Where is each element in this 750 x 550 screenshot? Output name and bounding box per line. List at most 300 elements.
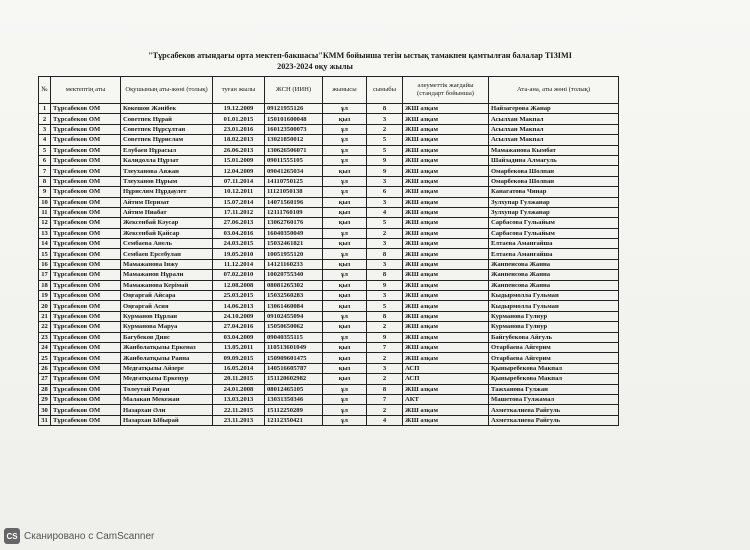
table-row [39, 374, 619, 384]
table-cell: Тұрсабеков ОМ [51, 291, 121, 301]
column-header: жынысы [323, 77, 367, 104]
table-header-row [39, 77, 619, 104]
table-cell: Тұрсабеков ОМ [51, 363, 121, 373]
table-cell: 2 [367, 405, 403, 415]
table-cell: Омарбекова Шолпан [489, 176, 619, 186]
table-cell: Сембаева Анель [121, 239, 213, 249]
table-cell: 2 [367, 228, 403, 238]
table-row [39, 353, 619, 363]
table-cell: қыз [323, 166, 367, 176]
table-cell: 9 [367, 280, 403, 290]
table-cell: ЖШ азқам [403, 104, 489, 114]
table-cell: 31 [39, 415, 51, 425]
table-row [39, 394, 619, 404]
column-header: № [39, 77, 51, 104]
table-cell: 22.11.2015 [213, 405, 265, 415]
table-cell: 15.01.2009 [213, 155, 265, 165]
column-header: сыныбы [367, 77, 403, 104]
table-cell: 25 [39, 353, 51, 363]
camscanner-footer [4, 527, 154, 545]
table-cell: ЖШ азқам [403, 114, 489, 124]
table-cell: Омарбекова Шолпан [489, 166, 619, 176]
table-cell: қыз [323, 207, 367, 217]
table-row [39, 228, 619, 238]
table-cell: Елтаева Аманғайша [489, 239, 619, 249]
table-cell: 11121050138 [265, 187, 323, 197]
table-cell: Айтим Ниабат [121, 207, 213, 217]
table-cell: 16 [39, 259, 51, 269]
table-cell: 03.04.2009 [213, 332, 265, 342]
table-cell: ұл [323, 124, 367, 134]
table-cell: 6 [39, 155, 51, 165]
table-cell: Тұрсабеков ОМ [51, 197, 121, 207]
table-row [39, 363, 619, 373]
table-cell: Зулхупар Гулжанар [489, 207, 619, 217]
table-cell: 03.04.2016 [213, 228, 265, 238]
table-cell: 5 [367, 301, 403, 311]
students-table [38, 76, 619, 426]
table-cell: Найзагерова Жанар [489, 104, 619, 114]
table-cell: Елубаев Нұрасыл [121, 145, 213, 155]
table-row [39, 311, 619, 321]
table-cell: ЖШ азқам [403, 311, 489, 321]
table-cell: Асылхан Макпал [489, 124, 619, 134]
table-cell: 26.06.2013 [213, 145, 265, 155]
table-cell: Тұрсабеков ОМ [51, 270, 121, 280]
table-cell: Сарбасова Гульайым [489, 218, 619, 228]
table-cell: ЖШ азқам [403, 332, 489, 342]
table-cell: 23.11.2013 [213, 415, 265, 425]
table-cell: 8 [367, 270, 403, 280]
table-cell: ЖШ азқам [403, 322, 489, 332]
table-cell: Тұрсабеков ОМ [51, 415, 121, 425]
table-row [39, 166, 619, 176]
table-cell: 22 [39, 322, 51, 332]
table-cell: 3 [367, 239, 403, 249]
table-cell: ЖШ азқам [403, 145, 489, 155]
table-cell: Асылхан Макпал [489, 135, 619, 145]
table-cell: Курманов Нұрлан [121, 311, 213, 321]
table-cell: ЖШ азқам [403, 249, 489, 259]
table-cell: Тұрсабеков ОМ [51, 301, 121, 311]
table-cell: Мамажанова Кымбат [489, 145, 619, 155]
table-cell: Медғатқызы Айзере [121, 363, 213, 373]
table-cell: Тұрсабеков ОМ [51, 145, 121, 155]
table-cell: 10 [39, 197, 51, 207]
table-cell: 27.06.2013 [213, 218, 265, 228]
table-row [39, 135, 619, 145]
table-cell: ұл [323, 394, 367, 404]
table-cell: 8 [367, 311, 403, 321]
table-cell: 7 [367, 394, 403, 404]
table-cell: Тұрсабеков ОМ [51, 124, 121, 134]
table-cell: 12112350421 [265, 415, 323, 425]
table-cell: 3 [367, 114, 403, 124]
table-cell: 27 [39, 374, 51, 384]
table-cell: 09041265034 [265, 166, 323, 176]
table-row [39, 280, 619, 290]
table-cell: қыз [323, 363, 367, 373]
table-cell: ЖШ азқам [403, 228, 489, 238]
table-cell: 23.01.2016 [213, 124, 265, 134]
table-cell: 17 [39, 270, 51, 280]
table-cell: 14 [39, 239, 51, 249]
table-cell: Жанпеисова Жанна [489, 280, 619, 290]
table-cell: қыз [323, 374, 367, 384]
table-cell: ЖШ азқам [403, 259, 489, 269]
table-cell: 15112250289 [265, 405, 323, 415]
table-row [39, 104, 619, 114]
table-cell: Кокешов Жәнібек [121, 104, 213, 114]
table-cell: 8 [367, 384, 403, 394]
table-body [39, 104, 619, 426]
table-cell: Тұрсабеков ОМ [51, 114, 121, 124]
table-cell: Отарбаева Айгерим [489, 353, 619, 363]
table-cell: қыз [323, 114, 367, 124]
table-cell: Тұрсабеков ОМ [51, 259, 121, 269]
table-cell: Тұрсабеков ОМ [51, 135, 121, 145]
table-cell: Советпек Нұрай [121, 114, 213, 124]
table-cell: 28 [39, 384, 51, 394]
table-cell: 3 [367, 197, 403, 207]
table-cell: ұл [323, 228, 367, 238]
table-cell: 09011555105 [265, 155, 323, 165]
table-cell: 8 [39, 176, 51, 186]
table-cell: 13062760176 [265, 218, 323, 228]
table-cell: 14071560196 [265, 197, 323, 207]
table-cell: 5 [367, 218, 403, 228]
table-cell: Тажханова Гулжан [489, 384, 619, 394]
table-cell: Жанпеисова Жанна [489, 259, 619, 269]
table-cell: 11.12.2014 [213, 259, 265, 269]
table-cell: Советпек Нұрислам [121, 135, 213, 145]
table-cell: 14.06.2013 [213, 301, 265, 311]
table-cell: 4 [367, 207, 403, 217]
table-row [39, 301, 619, 311]
table-row [39, 270, 619, 280]
table-cell: 26 [39, 363, 51, 373]
table-cell: 13 [39, 228, 51, 238]
table-cell: Ахметкалиева Райгуль [489, 405, 619, 415]
table-cell: ЖШ азқам [403, 270, 489, 280]
table-cell: 09121955126 [265, 104, 323, 114]
table-cell: қыз [323, 197, 367, 207]
table-row [39, 239, 619, 249]
camscanner-text: Сканировано с CamScanner [24, 530, 155, 542]
table-cell: Тұрсабеков ОМ [51, 384, 121, 394]
table-cell: ЖШ азқам [403, 384, 489, 394]
table-cell: Жексенбай Кәусар [121, 218, 213, 228]
table-cell: 13.05.2011 [213, 342, 265, 352]
table-cell: 09040355115 [265, 332, 323, 342]
table-cell: 07.02.2010 [213, 270, 265, 280]
table-cell: 3 [367, 176, 403, 186]
table-cell: 24 [39, 342, 51, 352]
table-cell: 13061460084 [265, 301, 323, 311]
table-cell: Жексенбай Қайсар [121, 228, 213, 238]
table-cell: 4 [367, 415, 403, 425]
table-cell: 9 [367, 166, 403, 176]
table-cell: 30 [39, 405, 51, 415]
table-cell: Курманова Маруа [121, 322, 213, 332]
table-cell: 3 [39, 124, 51, 134]
table-cell: Тұрсабеков ОМ [51, 176, 121, 186]
table-cell: ЖШ азқам [403, 218, 489, 228]
table-row [39, 259, 619, 269]
table-cell: ЖШ азқам [403, 353, 489, 363]
table-cell: қыз [323, 342, 367, 352]
table-cell: 9 [39, 187, 51, 197]
table-cell: 2 [367, 322, 403, 332]
table-cell: 08012465105 [265, 384, 323, 394]
table-cell: 9 [367, 332, 403, 342]
table-row [39, 207, 619, 217]
table-cell: Тұрсабеков ОМ [51, 249, 121, 259]
table-cell: Назархан Ыбырай [121, 415, 213, 425]
table-cell: 21 [39, 311, 51, 321]
table-cell: 13031350346 [265, 394, 323, 404]
table-cell: 19.12.2009 [213, 104, 265, 114]
title-line-1: "Тұрсабеков атындағы орта мектеп-бакшасы"КММ бойынша тегін ыстық тамакпен қамтылған балалар ТІЗІМІ [148, 51, 572, 60]
table-cell: Медғатқызы Еркенур [121, 374, 213, 384]
table-cell: 19 [39, 291, 51, 301]
table-cell: Мамажанова Інжу [121, 259, 213, 269]
table-cell: Тұрсабеков ОМ [51, 228, 121, 238]
table-cell: қыз [323, 218, 367, 228]
table-cell: 150101600048 [265, 114, 323, 124]
table-cell: Асылхан Макпал [489, 114, 619, 124]
table-cell: 13.03.2013 [213, 394, 265, 404]
table-cell: 1 [39, 104, 51, 114]
table-cell: 15032461821 [265, 239, 323, 249]
table-cell: қыз [323, 353, 367, 363]
table-cell: ЖШ азқам [403, 239, 489, 249]
table-row [39, 291, 619, 301]
table-cell: Тұрсабеков ОМ [51, 374, 121, 384]
table-cell: ұл [323, 187, 367, 197]
table-cell: 16040350049 [265, 228, 323, 238]
table-cell: Курманова Гулнур [489, 322, 619, 332]
table-cell: АСП [403, 374, 489, 384]
table-row [39, 155, 619, 165]
table-cell: ұл [323, 384, 367, 394]
table-row [39, 384, 619, 394]
table-cell: қыз [323, 322, 367, 332]
table-cell: Тұрсабеков ОМ [51, 394, 121, 404]
table-cell: Тлеуханов Нұрым [121, 176, 213, 186]
table-cell: 23 [39, 332, 51, 342]
table-cell: 10.12.2011 [213, 187, 265, 197]
table-row [39, 124, 619, 134]
table-cell: ұл [323, 135, 367, 145]
table-cell: Жанболатқызы Раяна [121, 353, 213, 363]
table-cell: 12 [39, 218, 51, 228]
table-row [39, 176, 619, 186]
table-cell: ұл [323, 176, 367, 186]
table-cell: 19.05.2010 [213, 249, 265, 259]
table-cell: Қыныребекова Макпал [489, 374, 619, 384]
table-cell: Тұрсабеков ОМ [51, 311, 121, 321]
table-cell: ЖШ азқам [403, 187, 489, 197]
table-row [39, 332, 619, 342]
column-header: Оқушының аты-жөні (толық) [121, 77, 213, 104]
table-cell: 151120602982 [265, 374, 323, 384]
table-row [39, 249, 619, 259]
column-header: туған жылы [213, 77, 265, 104]
table-cell: 13021850012 [265, 135, 323, 145]
table-cell: 8 [367, 249, 403, 259]
table-cell: 11 [39, 207, 51, 217]
table-cell: Кыдырмолла Гульман [489, 301, 619, 311]
table-cell: 3 [367, 363, 403, 373]
table-cell: 24.10.2009 [213, 311, 265, 321]
table-cell: ЖШ азқам [403, 155, 489, 165]
table-cell: 160123500073 [265, 124, 323, 134]
table-cell: Тұрсабеков ОМ [51, 104, 121, 114]
table-cell: 01.01.2015 [213, 114, 265, 124]
table-cell: 6 [367, 187, 403, 197]
table-cell: 4 [39, 135, 51, 145]
table-cell: Оңғаргай Асия [121, 301, 213, 311]
table-cell: Тұрсабеков ОМ [51, 207, 121, 217]
table-cell: Зулхупар Гулжанар [489, 197, 619, 207]
table-cell: Қыныребекова Макпал [489, 363, 619, 373]
column-header: ЖСН (ИИН) [265, 77, 323, 104]
table-cell: Тұрсабеков ОМ [51, 166, 121, 176]
table-cell: 2 [367, 124, 403, 134]
table-cell: Нұрислям Нұрдаулет [121, 187, 213, 197]
table-row [39, 114, 619, 124]
table-cell: ЖШ азқам [403, 197, 489, 207]
table-cell: Ахметкалиева Райгуль [489, 415, 619, 425]
table-cell: 3 [367, 291, 403, 301]
table-cell: Калидолла Нұрзат [121, 155, 213, 165]
table-cell: Назархан Әли [121, 405, 213, 415]
table-cell: Курманова Гулнур [489, 311, 619, 321]
table-cell: ЖШ азқам [403, 342, 489, 352]
table-cell: Отарбаева Айгерим [489, 342, 619, 352]
table-row [39, 322, 619, 332]
camscanner-logo-icon: CS [4, 528, 20, 544]
table-row [39, 415, 619, 425]
table-cell: 08081265302 [265, 280, 323, 290]
table-cell: 15050650062 [265, 322, 323, 332]
table-cell: 15 [39, 249, 51, 259]
table-cell: 3 [367, 259, 403, 269]
table-cell: 24.01.2008 [213, 384, 265, 394]
table-cell: 25.03.2015 [213, 291, 265, 301]
table-cell: Оңғаргай Айсара [121, 291, 213, 301]
table-cell: 12111760109 [265, 207, 323, 217]
table-cell: Тұрсабеков ОМ [51, 342, 121, 352]
table-cell: Машетова Гулжамал [489, 394, 619, 404]
table-cell: 10051955120 [265, 249, 323, 259]
table-cell: Тұрсабеков ОМ [51, 239, 121, 249]
table-cell: ЖШ азқам [403, 280, 489, 290]
table-cell: 15032560283 [265, 291, 323, 301]
table-cell: 07.11.2014 [213, 176, 265, 186]
table-cell: Тұрсабеков ОМ [51, 353, 121, 363]
table-cell: 2 [367, 353, 403, 363]
table-cell: 130626506071 [265, 145, 323, 155]
table-cell: 2 [39, 114, 51, 124]
table-cell: ұл [323, 155, 367, 165]
table-cell: Елтаева Аманғайша [489, 249, 619, 259]
table-cell: ұл [323, 311, 367, 321]
column-header: мектептің аты [51, 77, 121, 104]
table-cell: 9 [367, 155, 403, 165]
table-cell: 10020755340 [265, 270, 323, 280]
table-cell: Сарбасова Гульайым [489, 228, 619, 238]
table-cell: Тұрсабеков ОМ [51, 332, 121, 342]
table-cell: қыз [323, 280, 367, 290]
table-cell: 20.11.2015 [213, 374, 265, 384]
table-cell: 24.03.2015 [213, 239, 265, 249]
table-cell: Малакан Мекежан [121, 394, 213, 404]
table-cell: 15.07.2014 [213, 197, 265, 207]
table-cell: Жанпеисова Жанна [489, 270, 619, 280]
table-cell: Шайзадина Алмагуль [489, 155, 619, 165]
table-cell: 17.11.2012 [213, 207, 265, 217]
table-cell: ЖШ азқам [403, 415, 489, 425]
table-row [39, 197, 619, 207]
table-cell: 12.08.2008 [213, 280, 265, 290]
table-cell: Тұрсабеков ОМ [51, 155, 121, 165]
table-cell: ЖШ азқам [403, 405, 489, 415]
table-cell: Айтим Перизат [121, 197, 213, 207]
table-cell: ұл [323, 145, 367, 155]
table-cell: Тлеуханова Аяжан [121, 166, 213, 176]
table-cell: 7 [367, 342, 403, 352]
table-cell: ұл [323, 270, 367, 280]
table-cell: 29 [39, 394, 51, 404]
table-cell: Толеутай Рауан [121, 384, 213, 394]
table-cell: қыз [323, 239, 367, 249]
table-cell: 12.04.2009 [213, 166, 265, 176]
document-title [40, 50, 680, 72]
table-cell: 140516605787 [265, 363, 323, 373]
table-cell: 110513601049 [265, 342, 323, 352]
table-cell: ЖШ азқам [403, 207, 489, 217]
table-cell: қыз [323, 259, 367, 269]
table-cell: 18 [39, 280, 51, 290]
table-cell: ЖШ азқам [403, 301, 489, 311]
table-cell: АСП [403, 363, 489, 373]
table-cell: Жанболатқызы Еркеназ [121, 342, 213, 352]
table-cell: ЖШ азқам [403, 291, 489, 301]
column-header: әлеуметтік жағдайы (стандарт бойынша) [403, 77, 489, 104]
table-cell: ұл [323, 405, 367, 415]
table-cell: қыз [323, 291, 367, 301]
table-row [39, 342, 619, 352]
table-cell: 8 [367, 104, 403, 114]
table-cell: Мамажанова Керімай [121, 280, 213, 290]
table-cell: 7 [39, 166, 51, 176]
table-cell: 14110750125 [265, 176, 323, 186]
table-cell: Багубеков Дияс [121, 332, 213, 342]
table-row [39, 405, 619, 415]
table-cell: қыз [323, 301, 367, 311]
table-cell: АКТ [403, 394, 489, 404]
table-cell: Тұрсабеков ОМ [51, 280, 121, 290]
column-header: Ата-ана, аты жөні (толық) [489, 77, 619, 104]
table-cell: 09102455094 [265, 311, 323, 321]
table-cell: Тұрсабеков ОМ [51, 405, 121, 415]
table-cell: 20 [39, 301, 51, 311]
table-cell: Сембаев Ерсебулан [121, 249, 213, 259]
table-cell: Тұрсабеков ОМ [51, 218, 121, 228]
table-cell: Канагатова Чинар [489, 187, 619, 197]
